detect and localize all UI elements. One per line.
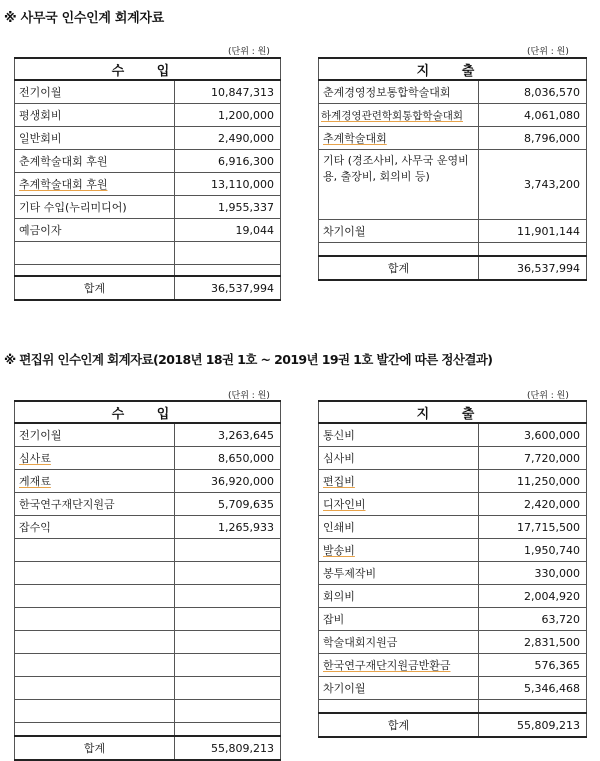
row-label [15, 447, 175, 470]
row-amount: 11,901,144 [479, 220, 587, 243]
row-amount: 3,263,645 [175, 423, 281, 447]
empty-row [319, 243, 587, 257]
row-label: 기타 (경조사비, 사무국 운영비용, 출장비, 회의비 등) [319, 150, 479, 220]
total-row [319, 713, 587, 737]
section2-heading: ※ 편집위 인수인계 회계자료(2018년 18권 1호 ~ 2019년 19권 1호 발간에 따른 정산결과) [4, 352, 493, 367]
section2-income-table [14, 400, 281, 761]
table-row [319, 608, 587, 631]
table-row [319, 150, 587, 220]
table-row [15, 196, 281, 219]
row-amount: 2,420,000 [479, 493, 587, 516]
table-row [319, 220, 587, 243]
row-label: 한국연구재단지원금 [15, 493, 175, 516]
empty-row [15, 585, 281, 608]
row-amount: 1,200,000 [175, 104, 281, 127]
row-label: 학술대회지원금 [319, 631, 479, 654]
table-row [319, 677, 587, 700]
row-amount: 11,250,000 [479, 470, 587, 493]
row-amount: 330,000 [479, 562, 587, 585]
row-amount: 576,365 [479, 654, 587, 677]
row-label-text: 심사료 [19, 452, 51, 465]
section1-heading: ※ 사무국 인수인계 회계자료 [4, 11, 164, 26]
total-label: 합계 [319, 256, 479, 280]
table-row [15, 470, 281, 493]
row-label: 춘계경영정보통합학술대회 [319, 80, 479, 104]
row-amount: 8,650,000 [175, 447, 281, 470]
empty-row [15, 539, 281, 562]
section2-income-header: 수 입 [15, 401, 281, 423]
row-label: 인쇄비 [319, 516, 479, 539]
row-label-text: 추계학술대회 후원 [19, 178, 108, 191]
empty-row [15, 242, 281, 265]
empty-row [15, 265, 281, 277]
row-amount: 63,720 [479, 608, 587, 631]
row-amount: 2,831,500 [479, 631, 587, 654]
total-amount: 55,809,213 [175, 736, 281, 760]
total-amount: 36,537,994 [479, 256, 587, 280]
row-amount: 5,709,635 [175, 493, 281, 516]
section1-expense-unit: (단위 : 원) [527, 47, 569, 57]
row-amount: 5,346,468 [479, 677, 587, 700]
row-amount: 3,600,000 [479, 423, 587, 447]
table-row [319, 470, 587, 493]
table-row [15, 516, 281, 539]
table-row [15, 447, 281, 470]
table-row [319, 585, 587, 608]
table-row [319, 631, 587, 654]
empty-row [15, 677, 281, 700]
row-label: 춘계학술대회 후원 [15, 150, 175, 173]
row-label [15, 470, 175, 493]
table-row [15, 219, 281, 242]
row-label-text: 발송비 [323, 544, 355, 557]
total-label: 합계 [15, 736, 175, 760]
total-amount: 55,809,213 [479, 713, 587, 737]
row-amount: 1,950,740 [479, 539, 587, 562]
row-amount: 10,847,313 [175, 80, 281, 104]
row-amount: 1,265,933 [175, 516, 281, 539]
table-row [319, 80, 587, 104]
total-row [15, 276, 281, 300]
section2-expense-table [318, 400, 587, 738]
row-amount: 3,743,200 [479, 150, 587, 220]
empty-row [15, 700, 281, 723]
row-amount: 13,110,000 [175, 173, 281, 196]
empty-row [15, 562, 281, 585]
table-row [15, 104, 281, 127]
section2-expense-header: 지 출 [319, 401, 587, 423]
row-amount: 7,720,000 [479, 447, 587, 470]
table-row [15, 173, 281, 196]
section1-expense-table [318, 57, 587, 281]
table-row [319, 516, 587, 539]
row-label: 전기이월 [15, 423, 175, 447]
row-label-text: 편집비 [323, 475, 355, 488]
row-label: 잡수익 [15, 516, 175, 539]
total-row [15, 736, 281, 760]
total-amount: 36,537,994 [175, 276, 281, 300]
section1-income-unit: (단위 : 원) [228, 47, 270, 57]
table-row [15, 150, 281, 173]
table-row [319, 423, 587, 447]
row-label-text: 디자인비 [323, 498, 366, 511]
table-row [319, 562, 587, 585]
row-amount: 8,796,000 [479, 127, 587, 150]
row-label: 통신비 [319, 423, 479, 447]
table-row [319, 447, 587, 470]
table-row [15, 80, 281, 104]
empty-row [15, 631, 281, 654]
table-row [15, 423, 281, 447]
row-amount: 19,044 [175, 219, 281, 242]
total-label: 합계 [15, 276, 175, 300]
row-amount: 6,916,300 [175, 150, 281, 173]
row-label [15, 173, 175, 196]
section1-income-table [14, 57, 281, 301]
row-label: 회의비 [319, 585, 479, 608]
row-label: 예금이자 [15, 219, 175, 242]
table-row [15, 493, 281, 516]
row-amount: 8,036,570 [479, 80, 587, 104]
table-row [319, 539, 587, 562]
row-amount: 36,920,000 [175, 470, 281, 493]
row-label: 평생회비 [15, 104, 175, 127]
row-label [319, 539, 479, 562]
row-label-text: 게재료 [19, 475, 51, 488]
row-amount: 17,715,500 [479, 516, 587, 539]
row-amount: 2,004,920 [479, 585, 587, 608]
row-label: 봉투제작비 [319, 562, 479, 585]
table-row [319, 654, 587, 677]
row-amount: 2,490,000 [175, 127, 281, 150]
empty-row [15, 723, 281, 737]
section1-expense-header: 지 출 [319, 58, 587, 80]
row-amount: 1,955,337 [175, 196, 281, 219]
row-label: 차기이월 [319, 677, 479, 700]
row-label: 전기이월 [15, 80, 175, 104]
section2-expense-unit: (단위 : 원) [527, 391, 569, 401]
table-row [319, 493, 587, 516]
total-label: 합계 [319, 713, 479, 737]
row-label: 일반회비 [15, 127, 175, 150]
table-row [319, 104, 587, 127]
row-label: 잡비 [319, 608, 479, 631]
row-label: 차기이월 [319, 220, 479, 243]
table-row [319, 127, 587, 150]
row-label [319, 127, 479, 150]
row-label-text: 한국연구재단지원금반환금 [323, 659, 451, 672]
section1-income-header: 수 입 [15, 58, 281, 80]
empty-row [319, 700, 587, 714]
row-label: 심사비 [319, 447, 479, 470]
row-label [319, 104, 479, 127]
section2-income-unit: (단위 : 원) [228, 391, 270, 401]
row-label [319, 493, 479, 516]
total-row [319, 256, 587, 280]
row-label [319, 470, 479, 493]
row-amount: 4,061,080 [479, 104, 587, 127]
row-label-text: 하계경영관련학회통합학술대회 [321, 109, 464, 122]
row-label-text: 추계학술대회 [323, 132, 387, 145]
row-label: 기타 수입(누리미디어) [15, 196, 175, 219]
empty-row [15, 608, 281, 631]
empty-row [15, 654, 281, 677]
row-label [319, 654, 479, 677]
table-row [15, 127, 281, 150]
